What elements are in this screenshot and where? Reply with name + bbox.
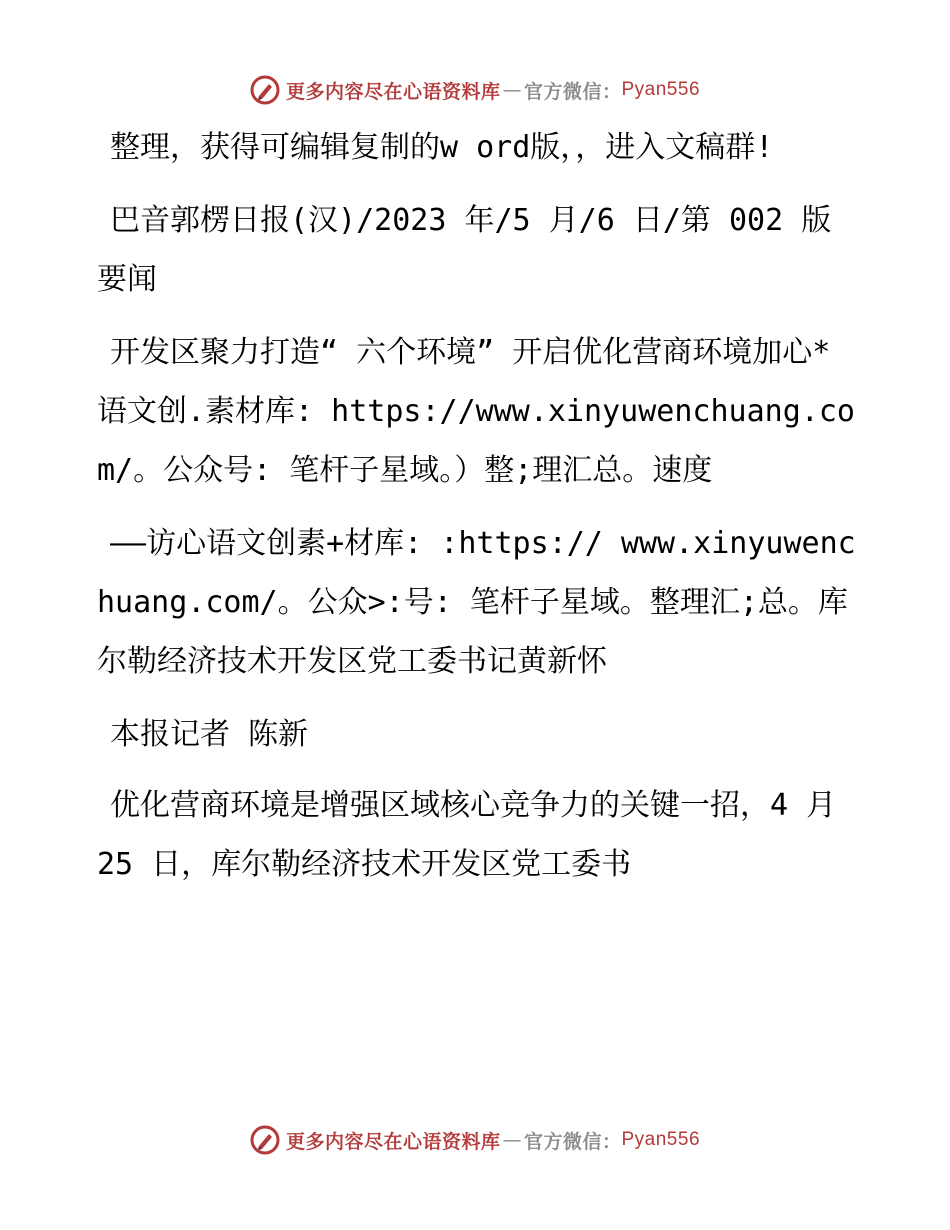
header-watermark-banner: [0, 70, 950, 110]
article-body: [97, 118, 857, 908]
banner-dash: —: [502, 79, 522, 101]
paragraph-reporter: 本报记者 陈新: [110, 717, 309, 752]
banner-wechat-label: 官方微信：: [523, 1130, 622, 1153]
pen-logo-icon: [250, 1125, 280, 1155]
pen-logo-icon: [250, 75, 280, 105]
paragraph-body: 优化营商环境是增强区域核心竞争力的关键一招，4 月 25 日，库尔勒经济技术开发区党工委书: [97, 788, 837, 882]
banner-wechat-id: Pyan556: [621, 1129, 701, 1150]
banner-wechat-id: Pyan556: [621, 79, 701, 100]
paragraph-subheadline: ——访心语文创素+材库: :https:// www.xinyuwenchuang.com/。公众>:号: 笔杆子星域。整理汇;总。库尔勒经济技术开发区党工委书记黄新怀: [97, 526, 856, 679]
paragraph-source: 巴音郭楞日报(汉)/2023 年/5 月/6 日/第 002 版要闻: [97, 203, 832, 297]
paragraph-intro: 整理，获得可编辑复制的w ord版，，进入文稿群!: [110, 130, 774, 165]
banner-dash: —: [502, 1129, 522, 1151]
footer-watermark-banner: [0, 1120, 950, 1160]
paragraph-headline: 开发区聚力打造“ 六个环境” 开启优化营商环境加心*语文创.素材库: https://www.xinyuwenchuang.com/。公众号: 笔杆子星域。）整;理汇总。速度: [97, 335, 855, 488]
banner-site-text: 更多内容尽在心语资料库: [285, 80, 501, 103]
banner-wechat-label: 官方微信：: [523, 80, 622, 103]
banner-site-text: 更多内容尽在心语资料库: [285, 1130, 501, 1153]
